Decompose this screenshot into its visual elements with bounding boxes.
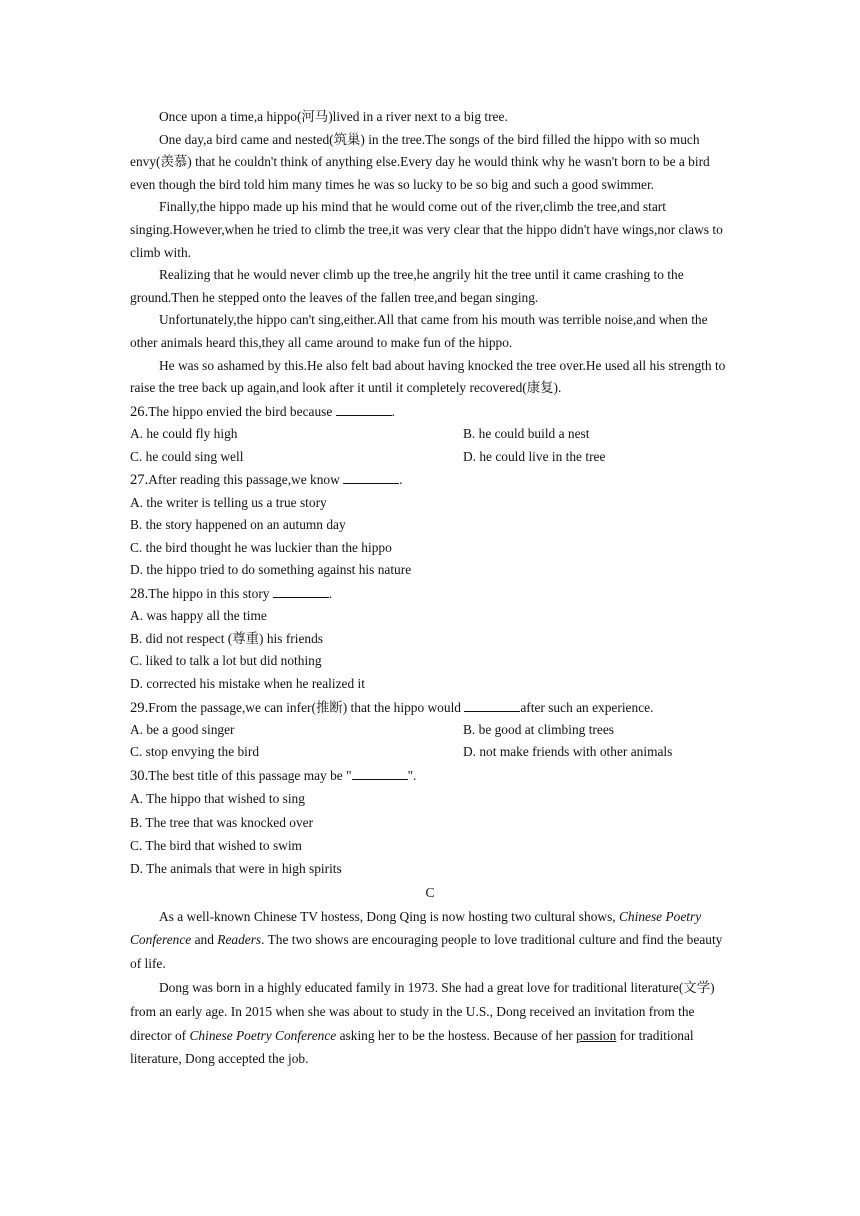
- answer-blank: [343, 468, 399, 484]
- question-number: 26.: [130, 403, 149, 420]
- option-b: B. did not respect (尊重) his friends: [130, 630, 324, 646]
- option-a: A. be a good singer: [130, 721, 235, 737]
- option-d: D. the hippo tried to do something against his nature: [130, 562, 412, 578]
- passage-paragraph: He was so ashamed by this.He also felt bad about having knocked the tree over.He used all his strength to raise the tree back up again,and look after it until it completely recovered(康复).: [130, 357, 726, 396]
- show-title: Chinese Poetry Conference: [189, 1027, 337, 1043]
- text-run: for traditional literature, Dong accepted the job.: [130, 1027, 694, 1067]
- passage-paragraph: Finally,the hippo made up his mind that he would come out of the river,climb the tree,and start singing.However,when he tried to climb the tree,it was very clear that the hippo didn't have wings,nor claws to climb with.: [130, 199, 723, 260]
- text-run: Dong was born in a highly educated family in 1973. She had a great love for traditional literature(文学) from an early age. In 2015 when she was about to study in the U.S., Dong received an invitation from the director of: [130, 979, 715, 1043]
- option-a: A. he could fly high: [130, 426, 238, 442]
- question-number: 27.: [130, 472, 149, 489]
- option-b: B. the story happened on an autumn day: [130, 517, 346, 533]
- question-end: .: [399, 472, 403, 488]
- question-29: [130, 696, 730, 764]
- option-c: C. stop envying the bird: [130, 744, 260, 760]
- option-a: A. the writer is telling us a true story: [130, 494, 327, 510]
- option-a: A. was happy all the time: [130, 608, 267, 624]
- question-text: The hippo envied the bird because: [148, 403, 336, 419]
- passage-b: [130, 106, 730, 400]
- question-30: [130, 764, 730, 880]
- section-heading: C: [425, 884, 435, 900]
- option-a: A. The hippo that wished to sing: [130, 791, 305, 807]
- text-run: . The two shows are encouraging people to love traditional culture and find the beauty of life.: [130, 932, 723, 972]
- question-text: After reading this passage,we know: [148, 472, 344, 488]
- question-text: The hippo in this story: [148, 585, 273, 601]
- exam-page: [130, 106, 730, 1071]
- question-stem: [130, 582, 730, 605]
- option-c: C. The bird that wished to swim: [130, 837, 302, 853]
- passage-paragraph: [130, 905, 730, 976]
- question-27: [130, 468, 730, 582]
- option-b: B. he could build a nest: [463, 426, 590, 442]
- answer-blank: [464, 696, 520, 712]
- answer-blank: [352, 764, 408, 780]
- question-text: From the passage,we can infer(推断) that the hippo would: [148, 699, 465, 715]
- question-end: .: [328, 585, 333, 601]
- option-d: D. he could live in the tree: [463, 448, 606, 464]
- passage-paragraph: [130, 976, 730, 1071]
- option-d: D. corrected his mistake when he realized it: [130, 675, 365, 691]
- passage-paragraph: Realizing that he would never climb up the tree,he angrily hit the tree until it came crashing to the ground.Then he stepped onto the leaves of the fallen tree,and began singing.: [130, 267, 684, 305]
- answer-blank: [273, 582, 329, 598]
- question-26: [130, 400, 730, 468]
- question-28: [130, 582, 730, 696]
- option-b: B. be good at climbing trees: [463, 721, 614, 737]
- question-text: The best title of this passage may be ": [148, 768, 352, 784]
- question-stem: [130, 696, 730, 719]
- answer-blank: [336, 400, 392, 416]
- passage-paragraph: One day,a bird came and nested(筑巢) in the tree.The songs of the bird filled the hippo with so much envy(羡慕) that he couldn't think of anything else.Every day he would think why he wasn't born to be a bird even though the bird told him many times he was so lucky to be so big and such a good swimmer.: [130, 131, 710, 192]
- passage-paragraph: Unfortunately,the hippo can't sing,either.All that came from his mouth was terrible noise,and when the other animals heard this,they all came around to make fun of the hippo.: [130, 312, 708, 350]
- passage-paragraph: Once upon a time,a hippo(河马)lived in a river next to a big tree.: [159, 109, 508, 124]
- underlined-word: passion: [576, 1027, 617, 1043]
- question-stem: [130, 764, 730, 787]
- option-d: D. The animals that were in high spirits: [130, 861, 342, 877]
- text-run: and: [191, 932, 218, 948]
- show-title: Readers: [217, 932, 262, 948]
- show-title: Chinese Poetry Conference: [130, 908, 702, 948]
- question-stem: [130, 468, 730, 491]
- question-number: 29.: [130, 699, 149, 716]
- text-run: asking her to be the hostess. Because of her: [336, 1027, 577, 1043]
- option-c: C. he could sing well: [130, 448, 244, 464]
- option-b: B. The tree that was knocked over: [130, 814, 314, 830]
- option-c: C. the bird thought he was luckier than the hippo: [130, 539, 392, 555]
- text-run: As a well-known Chinese TV hostess, Dong Qing is now hosting two cultural shows,: [159, 908, 619, 924]
- option-c: C. liked to talk a lot but did nothing: [130, 653, 322, 669]
- question-end: after such an experience.: [520, 699, 654, 715]
- question-number: 28.: [130, 585, 149, 602]
- question-stem: [130, 400, 730, 423]
- question-end: .: [391, 403, 396, 419]
- question-end: ".: [407, 768, 417, 784]
- option-d: D. not make friends with other animals: [463, 744, 673, 760]
- question-number: 30.: [130, 768, 149, 785]
